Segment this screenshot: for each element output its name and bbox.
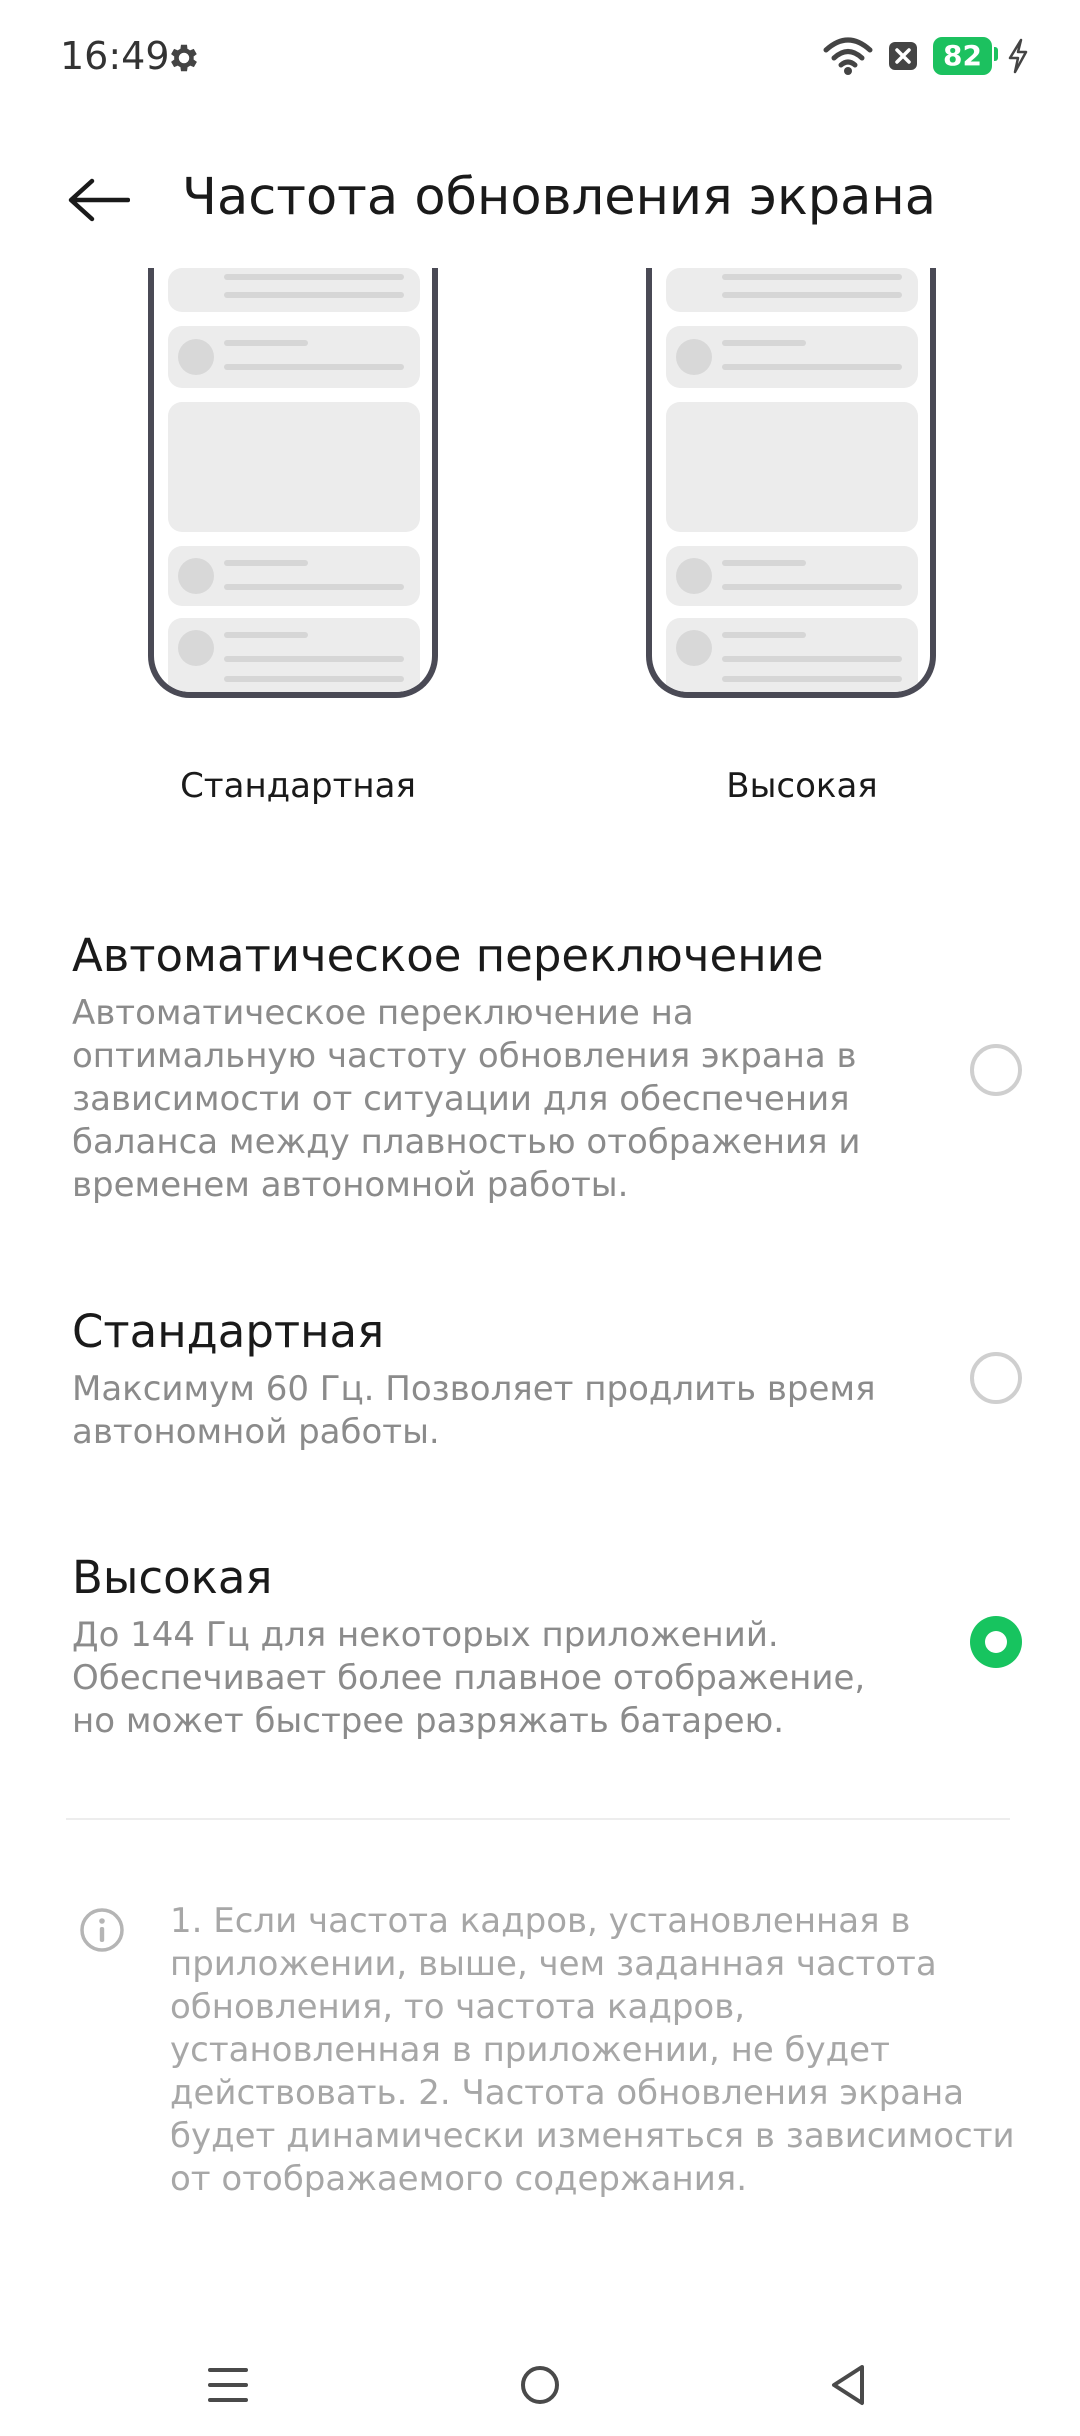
status-time: 16:49 (60, 34, 170, 78)
recent-apps-button[interactable] (193, 2350, 263, 2420)
info-text: 1. Если частота кадров, установленная в приложении, выше, чем заданная частота обновления, то частота кадров, установленная в приложении, не будет действовать. 2. Частота обновления экрана будет динамически изменяться в зависимости от отображаемого содержания. (170, 1901, 1015, 2199)
battery-icon: 82 (933, 37, 992, 75)
option-description: Максимум 60 Гц. Позволяет продлить время автономной работы. (72, 1369, 876, 1452)
arrow-left-icon (66, 178, 130, 222)
option-description: До 144 Гц для некоторых приложений. Обеспечивает более плавное отображение, но может быстрее разряжать батарею. (72, 1615, 866, 1741)
charging-bolt-icon (1006, 38, 1030, 74)
app-header (0, 150, 1080, 270)
option-description: Автоматическое переключение на оптимальную частоту обновления экрана в зависимости от ситуации для обеспечения баланса между плавностью отображения и временем автономной работы. (72, 993, 861, 1205)
home-icon (516, 2361, 564, 2409)
option-standard[interactable] (72, 1302, 1022, 1454)
option-high[interactable] (72, 1548, 1022, 1743)
navigation-bar (0, 2330, 1080, 2436)
wifi-icon (823, 36, 873, 76)
option-title: Автоматическое переключение (72, 929, 824, 982)
info-icon (78, 1906, 126, 1954)
preview-label-high: Высокая (726, 766, 878, 806)
option-title: Высокая (72, 1551, 273, 1604)
phone-preview-high (646, 268, 936, 698)
radio-button-high-selected[interactable] (970, 1616, 1022, 1668)
home-button[interactable] (505, 2350, 575, 2420)
menu-icon (206, 2365, 250, 2405)
divider (66, 1818, 1010, 1820)
option-title: Стандартная (72, 1305, 385, 1358)
back-triangle-icon (826, 2361, 870, 2409)
refresh-rate-previews (0, 268, 1080, 828)
status-bar (0, 0, 1080, 110)
page-title: Частота обновления экрана (182, 168, 936, 227)
no-sim-icon (887, 40, 919, 72)
back-button[interactable] (58, 160, 138, 240)
back-nav-button[interactable] (813, 2350, 883, 2420)
phone-preview-standard (148, 268, 438, 698)
preview-label-standard: Стандартная (180, 766, 416, 806)
radio-button-standard[interactable] (970, 1352, 1022, 1404)
option-auto-switch[interactable] (72, 926, 1022, 1207)
radio-button-auto[interactable] (970, 1044, 1022, 1096)
gear-icon (166, 40, 202, 76)
